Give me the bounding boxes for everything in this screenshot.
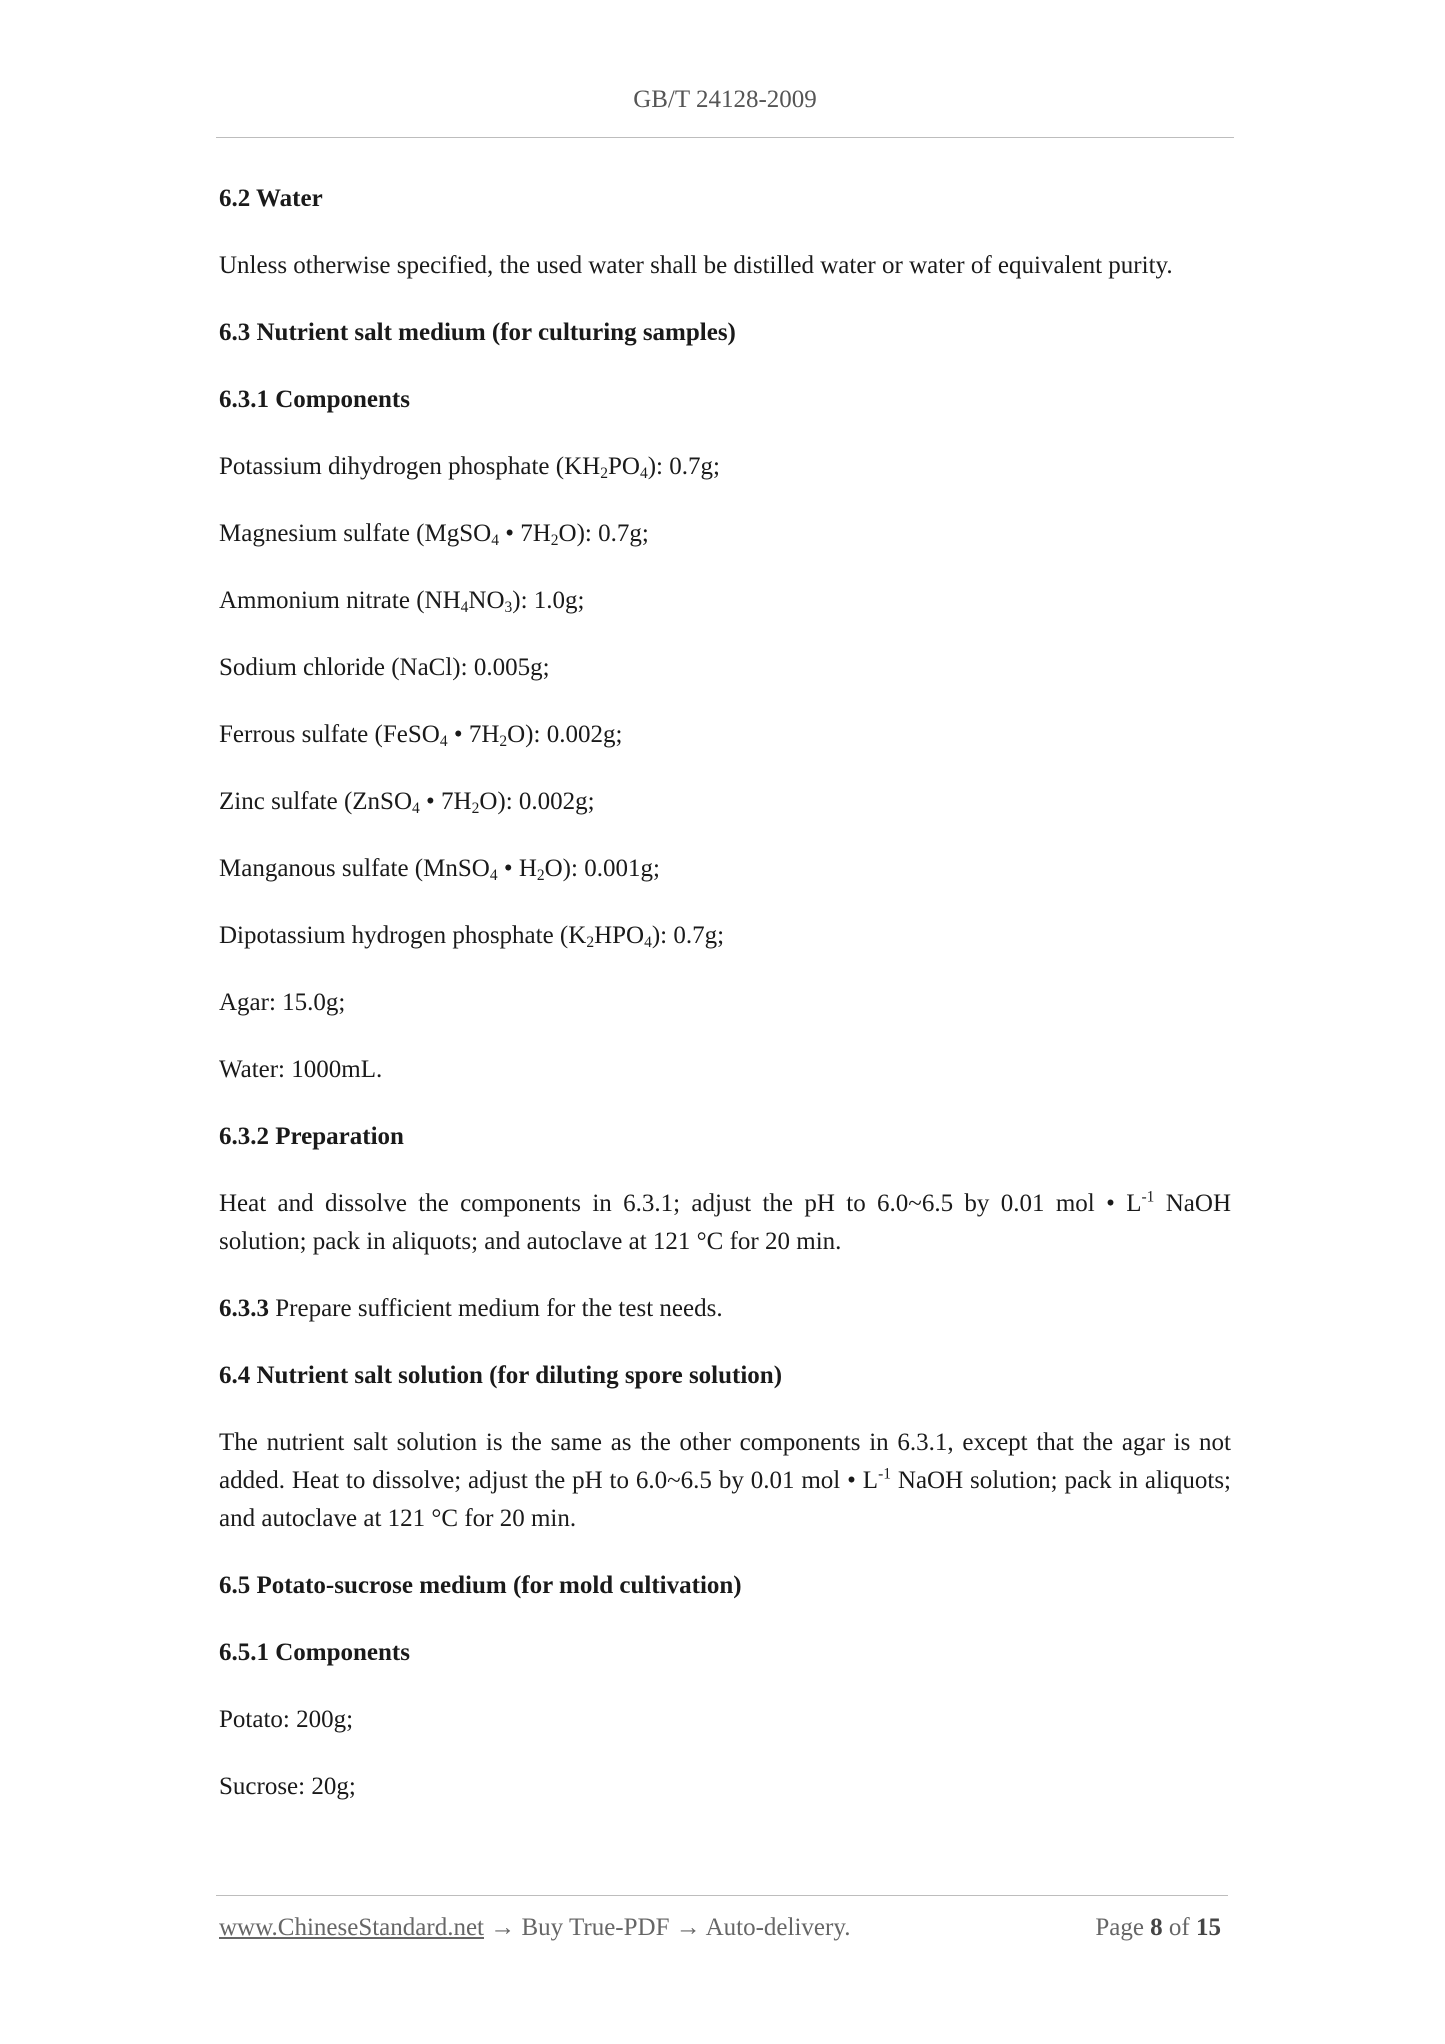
footer-rule bbox=[216, 1895, 1228, 1896]
component-agar: Agar: 15.0g; bbox=[219, 989, 346, 1016]
component-feso4: Ferrous sulfate (FeSO$_4$ • $7H_2O$): 0.002g; bbox=[219, 721, 623, 750]
component-znso4: Zinc sulfate (ZnSO$_4$ • $7H_2O$): 0.002g; bbox=[219, 788, 595, 817]
component-sucrose: Sucrose: 20g; bbox=[219, 1773, 356, 1800]
section-heading-6-3: 6.3 Nutrient salt medium (for culturing samples) bbox=[219, 319, 736, 346]
footer-promo: www.ChineseStandard.net → Buy True-PDF → Auto-delivery. bbox=[219, 1914, 851, 1941]
page-number: Page 8 of 15 bbox=[1095, 1914, 1221, 1941]
page-header: GB/T 24128-2009 bbox=[633, 86, 817, 113]
section-heading-6-5: 6.5 Potato-sucrose medium (for mold cultivation) bbox=[219, 1572, 742, 1599]
component-mnso4: Manganous sulfate (MnSO$_4$ • $H_2O$): 0.001g; bbox=[219, 855, 660, 884]
component-nh4no3: Ammonium nitrate $(NH_4NO_3)$: 1.0g; bbox=[219, 587, 585, 616]
section-heading-6-2: 6.2 Water bbox=[219, 185, 323, 212]
paragraph-water: Unless otherwise specified, the used water shall be distilled water or water of equivalent purity. bbox=[219, 252, 1173, 279]
section-heading-6-5-1: 6.5.1 Components bbox=[219, 1639, 410, 1666]
website-link[interactable]: www.ChineseStandard.net bbox=[219, 1914, 484, 1941]
paragraph-salt-solution: The nutrient salt solution is the same as the other components in 6.3.1, except that the agar is not added. Heat to dissolve; adjust the pH to 6.0~6.5 by 0.01 mol • $L^{-1}$ NaOH solution; pack in aliquots; and autoclave at 121 °C for 20 min. bbox=[219, 1429, 1231, 1532]
component-nacl: Sodium chloride (NaCl): 0.005g; bbox=[219, 654, 550, 681]
section-heading-6-4: 6.4 Nutrient salt solution (for diluting spore solution) bbox=[219, 1362, 783, 1389]
component-kh2po4: Potassium dihydrogen phosphate $(KH_2PO_4)$: 0.7g; bbox=[219, 453, 720, 482]
section-heading-6-3-2: 6.3.2 Preparation bbox=[219, 1123, 404, 1150]
header-rule bbox=[216, 137, 1234, 138]
section-heading-6-3-1: 6.3.1 Components bbox=[219, 386, 410, 413]
component-mgso4: Magnesium sulfate (MgSO$_4$ • $7H_2O$): 0.7g; bbox=[219, 520, 649, 549]
paragraph-preparation: Heat and dissolve the components in 6.3.1; adjust the pH to 6.0~6.5 by 0.01 mol • $L^{-1}$ NaOH solution; pack in aliquots; and autoclave at 121 °C for 20 min. bbox=[219, 1188, 1231, 1255]
page-content bbox=[219, 180, 1231, 1806]
paragraph-6-3-3: 6.3.3 Prepare sufficient medium for the test needs. bbox=[219, 1295, 723, 1322]
component-k2hpo4: Dipotassium hydrogen phosphate $(K_2HPO_4)$: 0.7g; bbox=[219, 922, 725, 951]
component-potato: Potato: 200g; bbox=[219, 1706, 354, 1733]
component-water: Water: 1000mL. bbox=[219, 1056, 383, 1083]
clause-number: 6.3.3 bbox=[219, 1295, 269, 1322]
arrow-right-icon: → bbox=[669, 1914, 706, 1941]
arrow-right-icon: → bbox=[484, 1914, 522, 1941]
